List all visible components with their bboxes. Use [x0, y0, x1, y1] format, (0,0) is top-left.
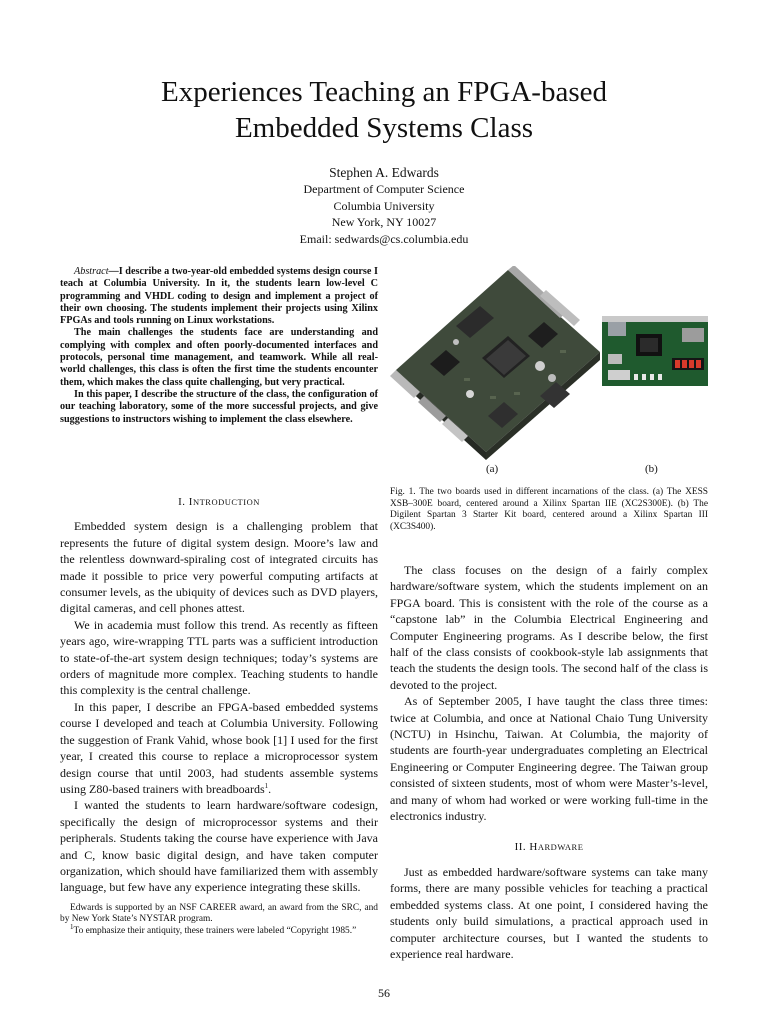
figure-1 — [390, 266, 710, 478]
body-paragraph: I wanted the students to learn hardware/software codesign, specifically the design of microprocessor systems and their peripherals. Students taking the course have experience with Java and C, know basic digital design, and have taken computer organization, which should have familiarized them with assembly language, but few have any experience integrating these skills. — [60, 798, 378, 895]
body-paragraph: Embedded system design is a challenging problem that represents the future of digital system design. Moore’s law and the relentless downward-spiraling cost of integrated circuits has made it possible to price very powerful computing artifacts at consumer levels, as the ubiquity of devices such as DVD players, digital cameras, and cell phones attest. — [60, 519, 378, 616]
author-affiliation — [0, 181, 768, 247]
abstract-paragraph-2: The main challenges the students face are understanding and complying with complex and often poorly-documented interfaces and protocols, personal time management, and teamwork. While all real-world challenges, this class is often the first time the students encounter them, which makes the class quite challenging, but very practical. — [60, 327, 378, 388]
title-line-1: Experiences Teaching an FPGA-based — [161, 76, 607, 108]
section-number: I. — [178, 496, 186, 508]
digilent-board-image — [602, 316, 708, 386]
abstract-dash: — — [108, 266, 119, 277]
figure-caption: Fig. 1. The two boards used in different incarnations of the class. (a) The XESS XSB–300E board, centered around a Xilinx Spartan IIE (XC2S300E). (b) The Digilent Spartan 3 Starter Kit board, centered around a Xilinx Spartan III (XC3S400). — [390, 487, 708, 532]
body-paragraph: We in academia must follow this trend. As recently as fifteen years ago, wire-wrapping TTL parts was a sufficient introduction to state-of-the-art system design techniques; today’s systems are orders of magnitude more complex. Teaching students to handle this complexity is the central challenge. — [60, 617, 378, 698]
page-number: 56 — [378, 986, 390, 1000]
body-paragraph-end: . — [268, 781, 272, 796]
body-paragraph — [60, 699, 378, 797]
footnote-marker: 1 — [264, 781, 269, 790]
right-column — [390, 562, 708, 962]
fpga-boards-photo — [390, 266, 710, 478]
footnotes — [60, 903, 378, 937]
section-heading-hardware — [390, 839, 708, 855]
figure-label-a: (a) — [486, 463, 499, 475]
body-paragraph: Just as embedded hardware/software systems can take many forms, there are many possible vehicles for teaching a practical embedded systems class. At one point, I considered having the students only build simulations, a practical approach used in computer architecture courses, but I wanted the students to experience real hardware. — [390, 864, 708, 961]
author-email: Email: sedwards@cs.columbia.edu — [299, 231, 469, 246]
body-paragraph-text: In this paper, I describe an FPGA-based embedded systems course I developed and teach at Columbia University. Following the suggestion of Frank Vahid, whose book [1] I used for the first year, I created this course to replace a microprocessor system design course that until 2003, had students assemble systems using Z80-based trainers with breadboards — [60, 699, 378, 796]
author-university: Columbia University — [333, 198, 435, 213]
title-line-2: Embedded Systems Class — [234, 112, 534, 144]
author-city: New York, NY 10027 — [331, 215, 437, 229]
footnote-1-text: To emphasize their antiquity, these trainers were labeled “Copyright 1985.” — [73, 925, 357, 936]
abstract-paragraph-3: In this paper, I describe the structure of the class, the configuration of our teaching laboratory, some of the more successful projects, and give suggestions to instructors wishing to implement the class elsewhere. — [60, 388, 378, 425]
section-title-rest: ARDWARE — [537, 841, 584, 852]
abstract-label: Abstract — [74, 266, 109, 277]
section-title-initial: H — [529, 840, 538, 853]
left-column — [60, 494, 378, 896]
footnote-1-marker: 1 — [70, 922, 74, 931]
paper-title — [0, 74, 768, 146]
abstract-paragraph-1 — [60, 266, 378, 327]
abstract — [60, 266, 378, 426]
xess-board-image — [390, 266, 600, 460]
section-heading-introduction — [60, 494, 378, 510]
author-department: Department of Computer Science — [303, 182, 465, 196]
support-footnote: Edwards is supported by an NSF CAREER award, an award from the SRC, and by New York State’s NYSTAR program. — [60, 903, 378, 925]
body-paragraph: The class focuses on the design of a fairly complex hardware/software system, which the students implement on an FPGA board. This is consistent with the role of the course as a “capstone lab” in the Columbia Electrical Engineering and Computer Engineering programs. As I describe below, the first half of the class consists of cookbook-style lab assignments that teach the students the design tools. The second half of the class is devoted to the project. — [390, 563, 708, 692]
author-name: Stephen A. Edwards — [329, 165, 439, 180]
section-number: II. — [514, 840, 527, 853]
body-paragraph: As of September 2005, I have taught the class three times: twice at Columbia, and once at National Chaio Tung University (NCTU) in Hsinchu, Taiwan. At Columbia, the majority of students are fourth-year undergraduates completing an Electrical Engineering or Computer Engineering degree. The Taiwan group consisted of sixteen students, most of whom were Master’s-level, and many of whom had worked or were working full-time in the electronics industry. — [390, 694, 708, 824]
figure-label-b: (b) — [645, 463, 658, 475]
section-title-rest: NTRODUCTION — [192, 497, 260, 507]
abstract-text-1: I describe a two-year-old embedded systems design course I teach at Columbia University. In it, the students learn low-level C programming and VHDL coding to design and implement a project of their own choosing. The students implement their projects using Xilinx FPGAs and tools running on Linux workstations. — [60, 266, 378, 327]
section-title-initial: I — [188, 496, 193, 508]
footnote-1 — [60, 922, 378, 937]
